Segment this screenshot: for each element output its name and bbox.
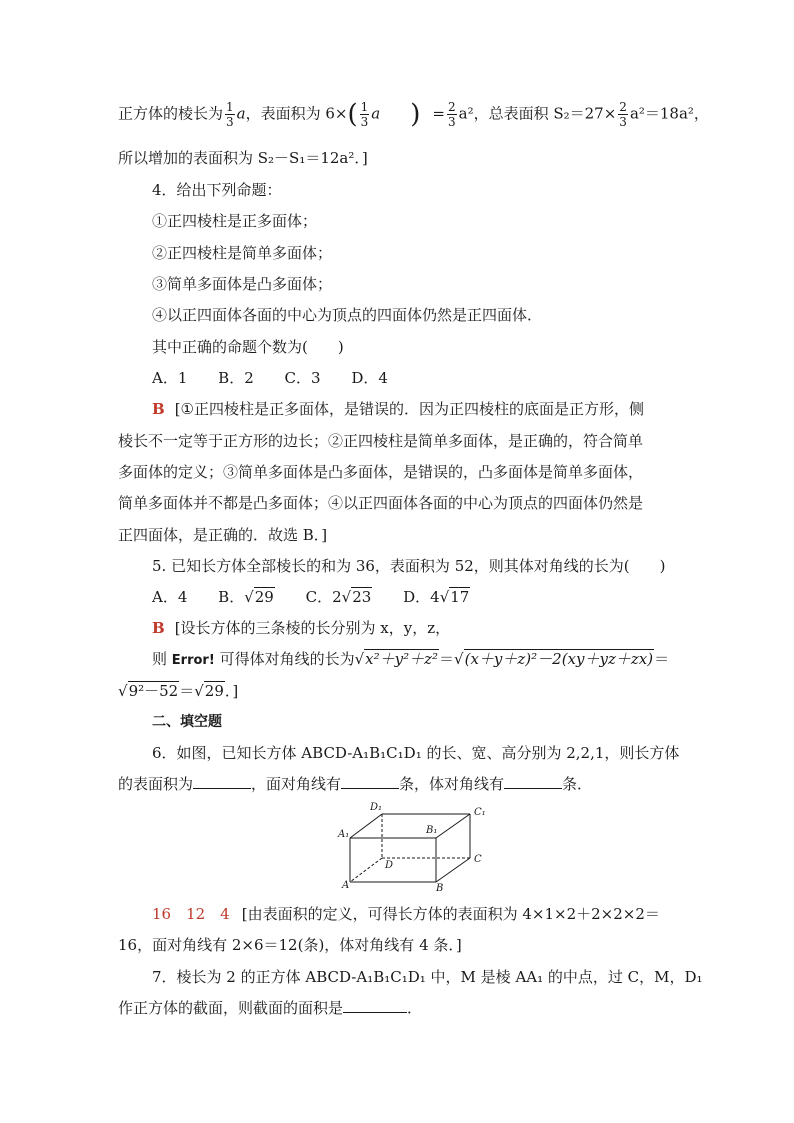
- q4-solution-line-1: B [①正四棱柱是正多面体，是错误的．因为正四棱柱的底面是正方形，侧: [152, 400, 644, 418]
- q4-proposition-4: ④以正四面体各面的中心为顶点的四面体仍然是正四面体．: [152, 306, 543, 324]
- q4-solution-line-4: 简单多面体并不都是凸多面体；④以正四面体各面的中心为顶点的四面体仍然是: [118, 494, 644, 512]
- label-C1: C₁: [474, 807, 486, 818]
- q4-options: [152, 367, 388, 389]
- q6-solution-line-2: 16，面对角线有 2×6＝12(条)，体对角线有 4 条．]: [118, 936, 462, 954]
- label-D: D: [385, 860, 394, 871]
- top-line-1: 正方体的棱长为 $\frac{1}{3}$ a，表面积为 6×( $\frac{1}{3}$ a ) = $\frac{2}{3}$ a²，总表面积 S₂＝27× $\frac{2}{3}$ a²＝18a²，: [118, 99, 709, 130]
- label-A: A: [342, 880, 350, 891]
- q6-line-2: 的表面积为 ，面对角线有 条，体对角线有 条．: [118, 775, 593, 793]
- q4-stem: 4．给出下列命题：: [152, 181, 282, 199]
- paren-open: (: [347, 99, 358, 130]
- q4-proposition-2: ②正四棱柱是简单多面体；: [152, 244, 333, 262]
- error-text: Error!: [171, 653, 215, 668]
- q4-proposition-1: ①正四棱柱是正多面体；: [152, 212, 318, 230]
- label-B: B: [436, 883, 444, 892]
- q5-option-d: D．4√17: [403, 588, 470, 606]
- q5-option-b: B．√29: [218, 588, 274, 606]
- label-B1: B₁: [426, 825, 438, 836]
- q4-option-d: D．4: [351, 369, 388, 387]
- q4-option-a: A．1: [152, 369, 188, 387]
- section-heading-fill-in: 二、填空题: [152, 714, 222, 730]
- q4-solution-line-2: 棱长不一定等于正方形的边长；②正四棱柱是简单多面体，是正确的，符合简单: [118, 432, 644, 450]
- q5-solution-line-1: B [设长方体的三条棱的长分别为 x，y，z，: [152, 619, 451, 637]
- label-A1: A₁: [338, 829, 350, 840]
- q5-option-c: C．2√23: [305, 588, 372, 606]
- fraction-two-thirds: $\frac{2}{3}$: [447, 100, 456, 129]
- q6-answers: 16 12 4: [152, 905, 230, 923]
- q5-options: [152, 586, 470, 608]
- label-C: C: [474, 854, 482, 865]
- q4-option-c: C．3: [284, 369, 321, 387]
- q4-answer-letter: B: [152, 400, 165, 418]
- q7-line-2: 作正方体的截面，则截面的面积是 ．: [118, 999, 423, 1017]
- q4-solution-line-3: 多面体的定义；③简单多面体是凸多面体，是错误的，凸多面体是简单多面体，: [118, 463, 644, 481]
- cuboid-figure: [330, 800, 500, 892]
- q7-line-1: 7．棱长为 2 的正方体 ABCD-A₁B₁C₁D₁ 中，M 是棱 AA₁ 的中点，过 C，M，D₁: [152, 968, 703, 986]
- blank-1: [193, 774, 251, 789]
- q4-proposition-3: ③简单多面体是凸多面体；: [152, 275, 333, 293]
- top-line-2: 所以增加的表面积为 S₂－S₁＝12a²．]: [118, 149, 368, 167]
- q6-solution-line-1: 16 12 4 [由表面积的定义，可得长方体的表面积为 4×1×2＋2×2×2＝: [152, 905, 660, 923]
- q5-solution-line-3: √9²－52＝√29．]: [118, 682, 239, 700]
- blank-2: [341, 774, 399, 789]
- paren-close: ): [410, 99, 421, 130]
- q5-option-a: A．4: [152, 588, 188, 606]
- q6-line-1: 6．如图，已知长方体 ABCD-A₁B₁C₁D₁ 的长、宽、高分别为 2,2,1，则长方体: [152, 744, 680, 762]
- label-D1: D₁: [370, 802, 383, 813]
- q5-answer-letter: B: [152, 619, 165, 637]
- blank-3: [504, 774, 562, 789]
- q4-option-b: B．2: [218, 369, 254, 387]
- q4-solution-line-5: 正四面体，是正确的．故选 B．]: [118, 526, 328, 544]
- blank-4: [343, 998, 407, 1013]
- q4-ask: 其中正确的命题个数为( ): [152, 338, 344, 356]
- q5-solution-line-2: 则 Error! 可得体对角线的长为√x²＋y²＋z²＝√(x＋y＋z)²－2(xy＋yz＋zx)＝: [152, 650, 670, 668]
- fraction-one-third: $\frac{1}{3}$: [226, 100, 234, 129]
- q5-stem: 5. 已知长方体全部棱长的和为 36，表面积为 52，则其体对角线的长为( ): [152, 557, 666, 575]
